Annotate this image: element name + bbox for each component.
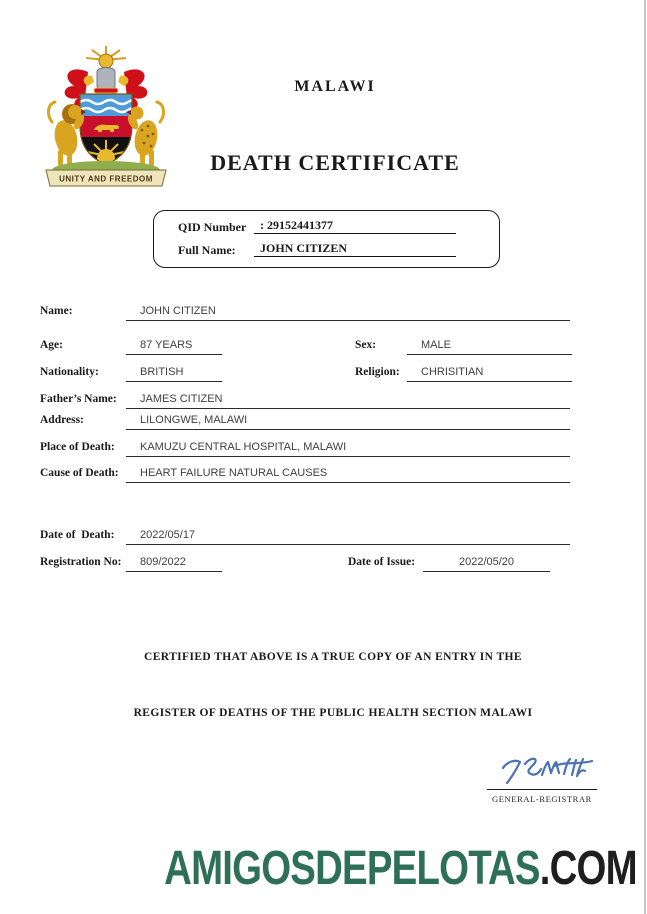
full-name-value: JOHN CITIZEN [260,241,348,255]
date-of-issue-value: 2022/05/20 [458,556,515,568]
qid-box [153,210,500,268]
qid-number-label: QID Number [178,220,247,234]
sex-label: Sex: [355,339,377,351]
date-of-death-value: 2022/05/17 [140,529,196,541]
field-row-age-sex [0,338,647,355]
nationality-line [126,365,222,382]
age-line [126,338,222,355]
watermark-site-name: AMIGOSDEPELOTAS [164,842,540,895]
registrar-signature [498,752,598,788]
sex-line [407,338,572,355]
name-line [126,304,570,321]
religion-line [407,365,572,382]
field-row-place-of-death [0,440,647,457]
religion-label: Religion: [355,366,400,378]
name-value: JOHN CITIZEN [140,305,216,317]
registrar-title: GENERAL-REGISTRAR [492,794,592,804]
address-line [126,413,570,430]
field-row-fathers-name [0,392,647,409]
cause-of-death-label: Cause of Death: [40,467,119,479]
country-title: MALAWI [294,78,376,95]
nationality-value: BRITISH [140,366,184,378]
cause-of-death-line [126,466,570,483]
date-of-issue-line [423,555,550,572]
age-value: 87 YEARS [140,339,193,351]
place-of-death-line [126,440,570,457]
address-value: LILONGWE, MALAWI [140,414,248,426]
nationality-label: Nationality: [40,366,99,378]
fathers-name-line [126,392,570,409]
field-row-cause-of-death [0,466,647,483]
scan-edge-line [644,0,646,914]
certification-line-2: REGISTER OF DEATHS OF THE PUBLIC HEALTH SECTION MALAWI [133,707,533,719]
field-row-name [0,304,647,321]
motto-text: UNITY AND FREEDOM [59,174,153,184]
helmet [97,68,115,90]
shield [80,94,140,167]
address-label: Address: [40,414,84,426]
cause-of-death-value: HEART FAILURE NATURAL CAUSES [140,467,328,479]
watermark [164,841,637,896]
date-of-death-line [126,528,570,545]
date-of-death-label: Date of Death: [40,529,115,541]
age-label: Age: [40,339,63,351]
field-row-nationality-religion [0,365,647,382]
field-row-date-of-death [0,528,647,545]
religion-value: CHRISITIAN [421,366,484,378]
full-name-line [254,240,456,257]
registration-no-line [126,555,222,572]
registration-no-value: 809/2022 [140,556,186,568]
qid-number-value: : 29152441377 [260,218,333,232]
full-name-label: Full Name: [178,243,236,257]
fathers-name-value: JAMES CITIZEN [140,393,223,405]
signature-line [487,789,597,790]
date-of-issue-label: Date of Issue: [348,556,416,568]
watermark-site-tld: .COM [539,842,637,895]
place-of-death-label: Place of Death: [40,441,115,453]
sex-value: MALE [421,339,451,351]
place-of-death-value: KAMUZU CENTRAL HOSPITAL, MALAWI [140,441,347,453]
certification-line-1: CERTIFIED THAT ABOVE IS A TRUE COPY OF AN ENTRY IN THE [144,651,522,663]
name-label: Name: [40,305,73,317]
qid-number-line [254,217,456,234]
document-title: DEATH CERTIFICATE [210,150,460,175]
field-row-address [0,413,647,430]
fathers-name-label: Father’s Name: [40,393,117,405]
registration-no-label: Registration No: [40,556,122,568]
field-row-registration [0,555,647,572]
